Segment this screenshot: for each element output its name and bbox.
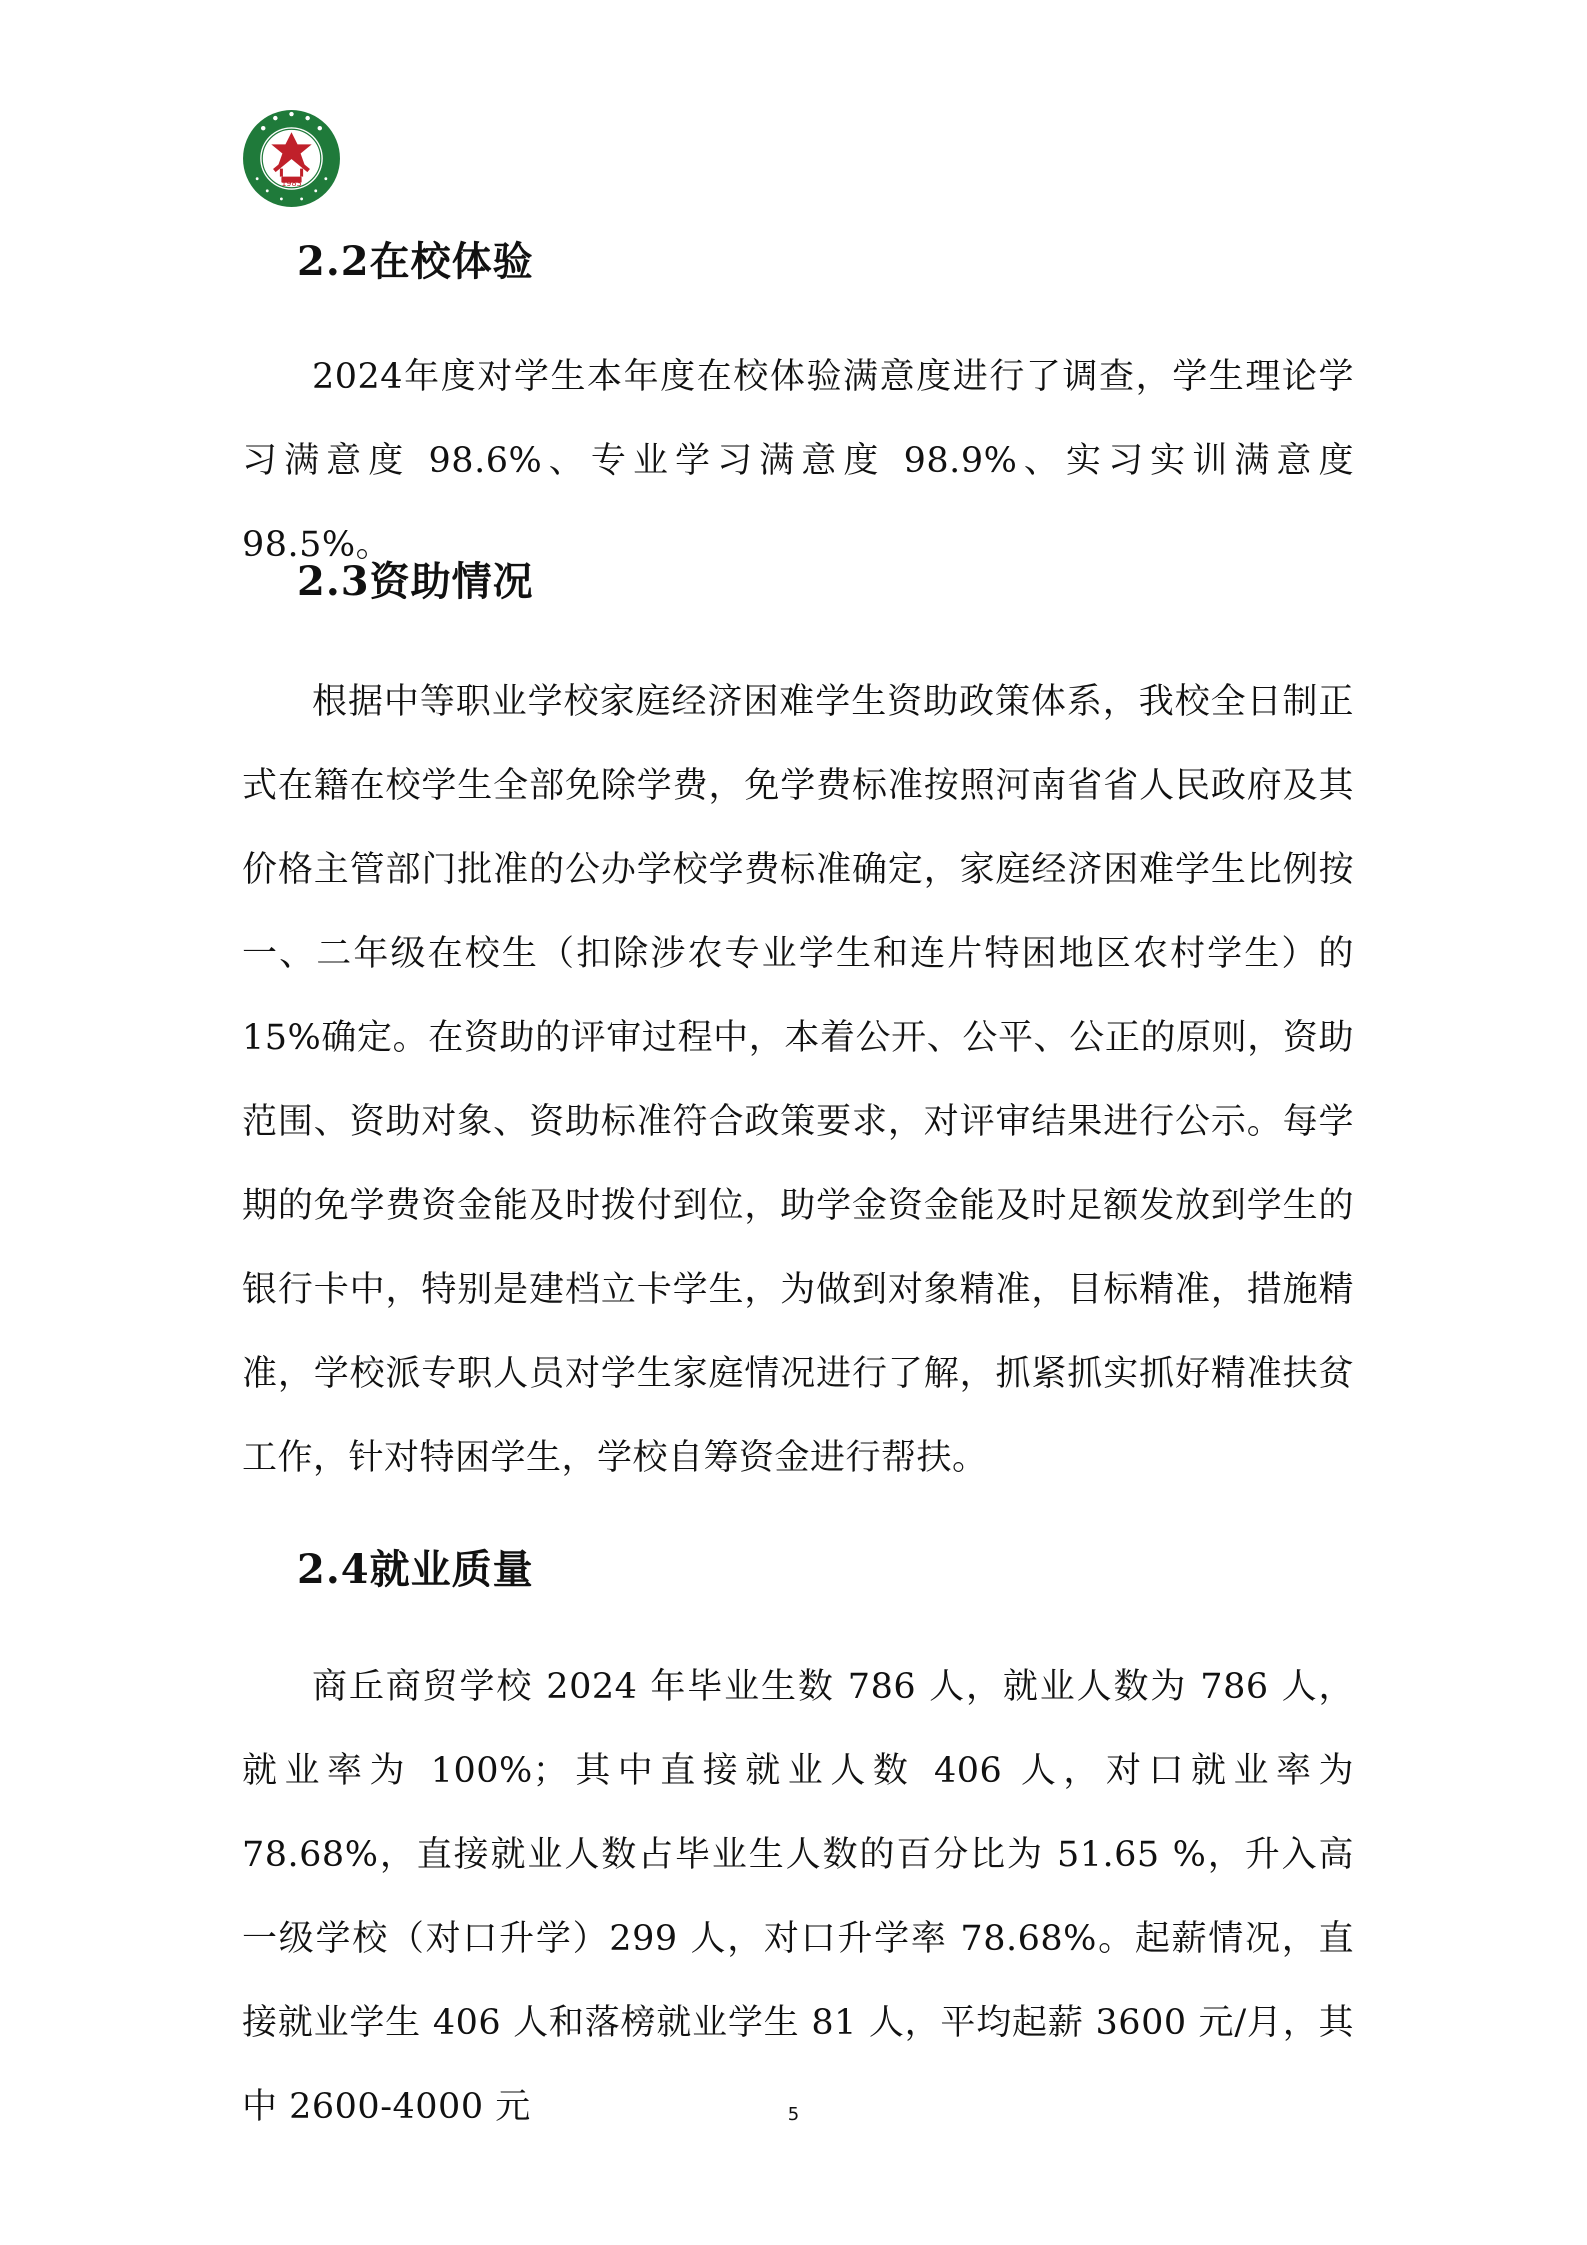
- paragraph-employment-quality: 商丘商贸学校 2024 年毕业生数 786 人，就业人数为 786 人，就业率为 100%；其中直接就业人数 406 人，对口就业率为 78.68%，直接就业人数占毕业生人数的百分比为 51.65 %，升入高一级学校（对口升学）299 人，对口升学率 78.68%。起薪情况，直接就业学生 406 人和落榜就业学生 81 人，平均起薪 3600 元/月，其中 2600-4000 元: [242, 1667, 1354, 2127]
- paragraph-campus-experience: 2024年度对学生本年度在校体验满意度进行了调查，学生理论学习满意度 98.6%、专业学习满意度 98.9%、实习实训满意度 98.5%。: [242, 357, 1354, 565]
- school-emblem-icon: [241, 108, 342, 209]
- emblem-year: 1983: [281, 179, 302, 188]
- page-number: 5: [787, 2104, 800, 2125]
- section-heading-campus-experience: 2.2在校体验: [297, 238, 534, 285]
- section-heading-employment-quality: 2.4就业质量: [297, 1546, 534, 1593]
- paragraph-financial-aid: 根据中等职业学校家庭经济困难学生资助政策体系，我校全日制正式在籍在校学生全部免除学费，免学费标准按照河南省省人民政府及其价格主管部门批准的公办学校学费标准确定，家庭经济困难学生比例按一、二年级在校生（扣除涉农专业学生和连片特困地区农村学生）的 15%确定。在资助的评审过程中，本着公开、公平、公正的原则，资助范围、资助对象、资助标准符合政策要求，对评审结果进行公示。每学期的免学费资金能及时拨付到位，助学金资金能及时足额发放到学生的银行卡中，特别是建档立卡学生，为做到对象精准，目标精准，措施精准，学校派专职人员对学生家庭情况进行了解，抓紧抓实抓好精准扶贫工作，针对特困学生，学校自筹资金进行帮扶。: [242, 682, 1354, 1478]
- section-heading-financial-aid: 2.3资助情况: [297, 558, 534, 605]
- school-emblem-graphic: [241, 108, 342, 209]
